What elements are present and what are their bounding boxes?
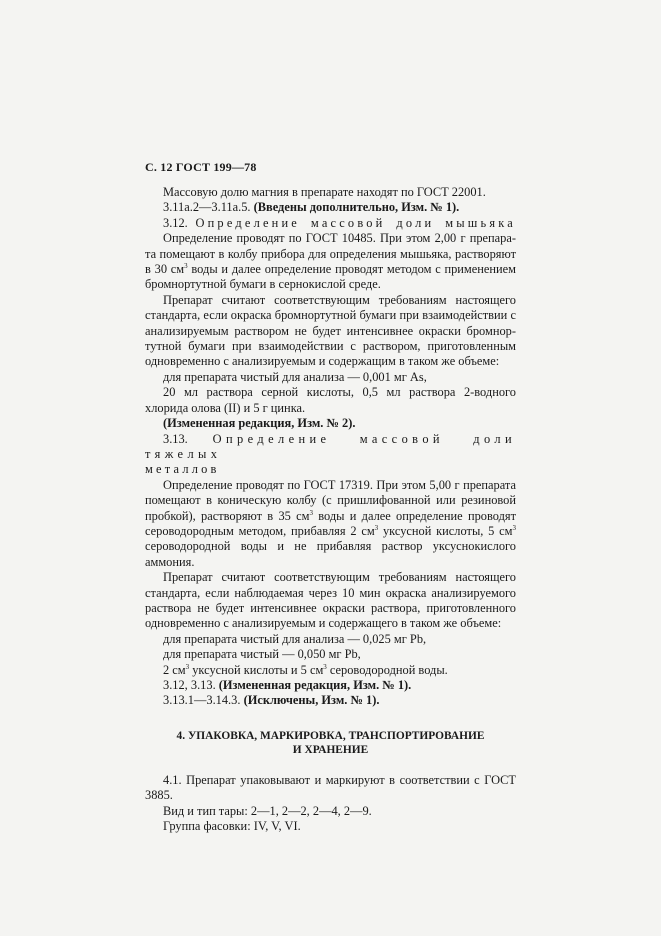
paragraph xyxy=(145,678,516,693)
section-title: 4. УПАКОВКА, МАРКИРОВКА, ТРАНСПОРТИРОВАНИЕ И ХРАНЕНИЕ xyxy=(176,729,485,756)
clause-number: 3.11а.2—3.11а.5. xyxy=(163,200,251,215)
paragraph: 2 $см^3$ уксусной кислоты и 5 $см^3$ сероводородной воды. xyxy=(163,662,448,677)
paragraph xyxy=(145,200,516,215)
clause-number: 3.12. xyxy=(163,215,188,230)
paragraph: Препарат считают соответствующим требованиям настоящего стандарта, если наблюдаемая через 10 мин окраска анализируемого раствора не будет интенсивнее окраски раствора, приготовленного одновременно с анализируемым и содержащего в таком же объеме: xyxy=(145,570,516,631)
paragraph-line: Определение проводят по ГОСТ 10485. При этом 2,00 г препара- xyxy=(163,231,516,246)
clause-number: 3.12, 3.13. xyxy=(163,678,216,692)
section-heading xyxy=(145,432,516,463)
clause-title: Определение массовой доли тяжелых xyxy=(145,431,516,461)
clause-number: 3.13. xyxy=(163,431,188,446)
paragraph: Вид и тип тары: 2—1, 2—2, 2—4, 2—9. xyxy=(163,803,372,818)
paragraph xyxy=(145,693,516,708)
paragraph: для препарата чистый для анализа — 0,025 мг Pb, xyxy=(163,631,427,646)
clause-number: 3.13.1—3.14.3. xyxy=(163,693,241,708)
section-heading xyxy=(145,216,516,231)
clause-title-cont: металлов xyxy=(145,462,220,477)
paragraph: Определение проводят по ГОСТ 17319. При этом 5,00 г препарата помещают в коническую колбу (с пришлифованной или резиновой пробкой), растворяют в 35 $см^3$ воды и далее определение проводят сероводородным методом, прибавляя 2 $см^3$ уксусной кислоты, 5 $см^3$ сероводородной воды и не прибавляя раствор уксуснокислого аммония. xyxy=(145,477,516,569)
amendment-note: (Введены дополнительно, Изм. № 1). xyxy=(253,200,460,215)
paragraph-line: та помещают в колбу прибора для определения мышьяка, растворяют xyxy=(145,246,516,261)
amendment-note: (Исключены, Изм. № 1). xyxy=(243,693,380,708)
document-body xyxy=(145,185,516,834)
paragraph: 4.1. Препарат упаковывают и маркируют в соответствии с ГОСТ 3885. xyxy=(145,772,516,803)
page-header: С. 12 ГОСТ 199—78 xyxy=(145,160,257,174)
amendment-note: (Измененная редакция, Изм. № 2). xyxy=(163,416,356,431)
paragraph: Препарат считают соответствующим требованиям настоящего стандарта, если окраска бромнортутной бумаги при взаимодействии с анализируемым раствором не будет интенсивнее окраски бромнор-тутной бумаги при взаимодействии с раствором, приготовленным одновременно с анализируемым и содержащим в таком же объеме: xyxy=(145,292,516,369)
paragraph: 20 мл раствора серной кислоты, 0,5 мл раствора 2-водного хлорида олова (II) и 5 г цинка. xyxy=(145,385,516,415)
paragraph-line: в 30 $см^3$ воды и далее определение проводят методом с применением xyxy=(145,262,516,277)
clause-title: Определение массовой доли мышьяка xyxy=(195,215,516,230)
paragraph: для препарата чистый для анализа — 0,001 мг As, xyxy=(163,369,427,384)
paragraph: Группа фасовки: IV, V, VI. xyxy=(163,819,301,834)
paragraph: Массовую долю магния в препарате находят по ГОСТ 22001. xyxy=(163,185,486,199)
amendment-note: (Измененная редакция, Изм. № 1). xyxy=(218,678,412,692)
paragraph: для препарата чистый — 0,050 мг Pb, xyxy=(163,647,361,662)
paragraph-line: бромнортутной бумаги в сернокислой среде. xyxy=(145,277,381,292)
